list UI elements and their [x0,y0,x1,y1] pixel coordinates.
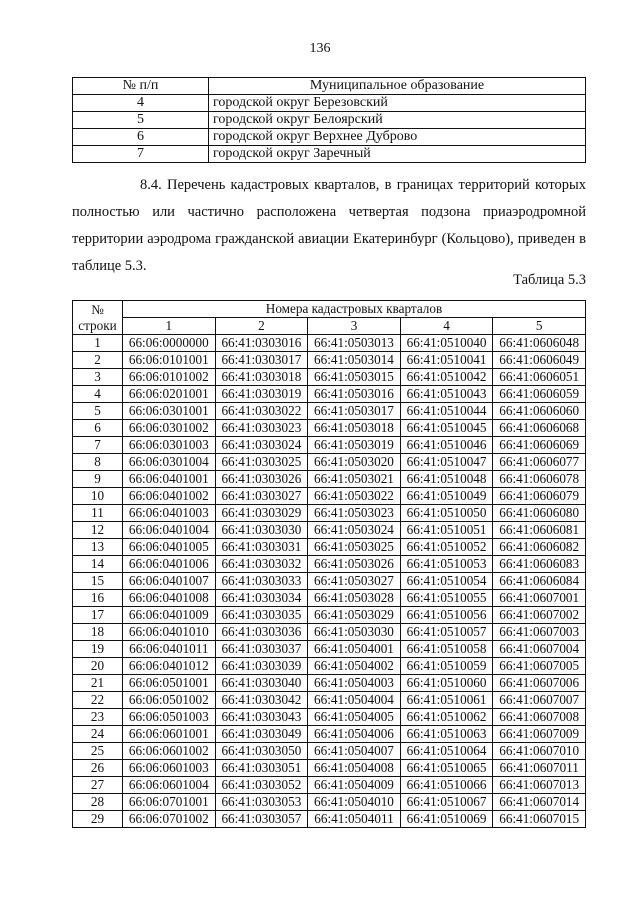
row-number-header-line1: № [91,301,104,317]
cadastral-number-cell: 66:41:0510067 [400,794,493,811]
cadastral-number-cell: 66:41:0504006 [308,726,401,743]
table-row [73,403,586,420]
cadastral-number-cell: 66:41:0510057 [400,624,493,641]
cadastral-number-cell: 66:06:0101001 [123,352,216,369]
cadastral-number-cell: 66:41:0510045 [400,420,493,437]
cadastral-number-cell: 66:41:0503020 [308,454,401,471]
cadastral-number-cell: 66:41:0607011 [493,760,586,777]
row-number-cell: 5 [73,112,209,129]
row-number-cell: 25 [73,743,123,760]
cadastral-number-cell: 66:06:0501001 [123,675,216,692]
cadastral-number-cell: 66:41:0510042 [400,369,493,386]
cadastral-number-cell: 66:41:0606082 [493,539,586,556]
row-number-cell: 6 [73,420,123,437]
cadastral-number-cell: 66:41:0303057 [215,811,308,828]
cadastral-number-cell: 66:41:0303039 [215,658,308,675]
cadastral-table [72,300,586,828]
cadastral-number-cell: 66:06:0000000 [123,335,216,352]
cadastral-number-cell: 66:41:0510048 [400,471,493,488]
row-number-cell: 7 [73,146,209,163]
column-number: 4 [400,318,493,335]
cadastral-number-cell: 66:06:0401009 [123,607,216,624]
column-number: 3 [308,318,401,335]
row-number-cell: 11 [73,505,123,522]
cadastral-number-cell: 66:06:0301004 [123,454,216,471]
cadastral-number-cell: 66:41:0606079 [493,488,586,505]
cadastral-number-cell: 66:41:0510044 [400,403,493,420]
cadastral-number-cell: 66:41:0607003 [493,624,586,641]
table-row [73,573,586,590]
cadastral-number-cell: 66:41:0504010 [308,794,401,811]
cadastral-number-cell: 66:41:0510062 [400,709,493,726]
row-number-cell: 7 [73,437,123,454]
cadastral-number-cell: 66:41:0503027 [308,573,401,590]
cadastral-number-cell: 66:41:0510056 [400,607,493,624]
table-row [73,112,586,129]
table-row [73,146,586,163]
cadastral-number-cell: 66:06:0401003 [123,505,216,522]
cadastral-number-cell: 66:06:0401004 [123,522,216,539]
cadastral-number-cell: 66:41:0303033 [215,573,308,590]
cadastral-number-cell: 66:41:0503029 [308,607,401,624]
table-row [73,760,586,777]
table-row [73,675,586,692]
row-number-cell: 9 [73,471,123,488]
cadastral-number-cell: 66:41:0303026 [215,471,308,488]
table-row [73,590,586,607]
cadastral-number-cell: 66:41:0510064 [400,743,493,760]
cadastral-number-cell: 66:41:0303037 [215,641,308,658]
cadastral-number-cell: 66:41:0510053 [400,556,493,573]
cadastral-number-cell: 66:41:0504003 [308,675,401,692]
cadastral-number-cell: 66:41:0303042 [215,692,308,709]
cadastral-number-cell: 66:41:0303031 [215,539,308,556]
table-row [73,420,586,437]
cadastral-number-cell: 66:41:0503026 [308,556,401,573]
cadastral-number-cell: 66:41:0510050 [400,505,493,522]
table-caption: Таблица 5.3 [513,272,586,288]
table-row [73,369,586,386]
cadastral-number-cell: 66:41:0510063 [400,726,493,743]
cadastral-number-cell: 66:41:0504004 [308,692,401,709]
table-row [73,794,586,811]
cadastral-number-cell: 66:41:0503015 [308,369,401,386]
cadastral-number-cell: 66:41:0510054 [400,573,493,590]
cadastral-number-cell: 66:41:0510041 [400,352,493,369]
cadastral-number-cell: 66:41:0303050 [215,743,308,760]
cadastral-number-cell: 66:41:0504011 [308,811,401,828]
row-number-cell: 16 [73,590,123,607]
row-number-cell: 17 [73,607,123,624]
cadastral-number-cell: 66:06:0601002 [123,743,216,760]
cadastral-number-cell: 66:41:0303016 [215,335,308,352]
table-row [73,488,586,505]
row-number-cell: 19 [73,641,123,658]
cadastral-number-cell: 66:41:0606077 [493,454,586,471]
row-number-cell: 26 [73,760,123,777]
row-number-cell: 12 [73,522,123,539]
row-number-header [73,301,123,335]
column-number: 5 [493,318,586,335]
cadastral-number-cell: 66:41:0607010 [493,743,586,760]
cadastral-number-cell: 66:41:0303040 [215,675,308,692]
cadastral-number-cell: 66:41:0606068 [493,420,586,437]
table-row [73,692,586,709]
table-row [73,437,586,454]
row-number-cell: 10 [73,488,123,505]
table-row [73,709,586,726]
cadastral-number-cell: 66:06:0401002 [123,488,216,505]
cadastral-number-cell: 66:41:0303025 [215,454,308,471]
cadastral-number-cell: 66:41:0607015 [493,811,586,828]
cadastral-number-cell: 66:41:0510046 [400,437,493,454]
cadastral-number-cell: 66:41:0303052 [215,777,308,794]
cadastral-header-row-2 [73,318,586,335]
table-row [73,471,586,488]
cadastral-number-cell: 66:41:0510061 [400,692,493,709]
table-row [73,539,586,556]
cadastral-number-cell: 66:41:0303053 [215,794,308,811]
table-row [73,777,586,794]
cadastral-number-cell: 66:41:0606084 [493,573,586,590]
cadastral-number-cell: 66:41:0504008 [308,760,401,777]
table-row [73,386,586,403]
cadastral-number-cell: 66:41:0303032 [215,556,308,573]
cadastral-number-cell: 66:41:0303022 [215,403,308,420]
cadastral-number-cell: 66:41:0303029 [215,505,308,522]
municipality-cell: городской округ Заречный [209,146,586,163]
cadastral-number-cell: 66:41:0607008 [493,709,586,726]
row-number-cell: 20 [73,658,123,675]
cadastral-number-cell: 66:06:0601001 [123,726,216,743]
cadastral-number-cell: 66:41:0607007 [493,692,586,709]
cadastral-number-cell: 66:41:0510052 [400,539,493,556]
row-number-cell: 8 [73,454,123,471]
cadastral-number-cell: 66:41:0303051 [215,760,308,777]
cadastral-number-cell: 66:06:0101002 [123,369,216,386]
row-number-cell: 4 [73,95,209,112]
cadastral-number-cell: 66:41:0510059 [400,658,493,675]
cadastral-number-cell: 66:41:0607006 [493,675,586,692]
cadastral-number-cell: 66:41:0303027 [215,488,308,505]
cadastral-number-cell: 66:41:0510058 [400,641,493,658]
table-row [73,352,586,369]
municipality-cell: городской округ Березовский [209,95,586,112]
cadastral-number-cell: 66:41:0503023 [308,505,401,522]
row-number-cell: 14 [73,556,123,573]
row-number-cell: 3 [73,369,123,386]
cadastral-number-cell: 66:06:0401011 [123,641,216,658]
cadastral-number-cell: 66:41:0606081 [493,522,586,539]
cadastral-number-cell: 66:06:0301001 [123,403,216,420]
cadastral-number-cell: 66:41:0503017 [308,403,401,420]
cadastral-number-cell: 66:41:0303043 [215,709,308,726]
table-row [73,607,586,624]
row-number-cell: 22 [73,692,123,709]
cadastral-number-cell: 66:06:0701001 [123,794,216,811]
cadastral-number-cell: 66:41:0503016 [308,386,401,403]
row-number-cell: 6 [73,129,209,146]
row-number-cell: 4 [73,386,123,403]
cadastral-number-cell: 66:06:0401001 [123,471,216,488]
cadastral-number-cell: 66:41:0303017 [215,352,308,369]
cadastral-number-cell: 66:41:0606080 [493,505,586,522]
row-number-cell: 5 [73,403,123,420]
cadastral-number-cell: 66:41:0510060 [400,675,493,692]
table-row [73,522,586,539]
row-number-header-line2: строки [78,318,117,333]
cadastral-number-cell: 66:41:0303035 [215,607,308,624]
cadastral-number-cell: 66:41:0510047 [400,454,493,471]
row-number-cell: 28 [73,794,123,811]
row-number-cell: 29 [73,811,123,828]
cadastral-number-cell: 66:41:0504009 [308,777,401,794]
cadastral-number-cell: 66:41:0503014 [308,352,401,369]
cadastral-number-cell: 66:41:0503018 [308,420,401,437]
cadastral-number-cell: 66:06:0301003 [123,437,216,454]
cadastral-number-cell: 66:41:0607014 [493,794,586,811]
row-number-cell: 27 [73,777,123,794]
table-row [73,811,586,828]
cadastral-number-cell: 66:41:0510051 [400,522,493,539]
cadastral-number-cell: 66:41:0607005 [493,658,586,675]
table-row [73,505,586,522]
table-row [73,743,586,760]
cadastral-number-cell: 66:06:0301002 [123,420,216,437]
cadastral-number-cell: 66:41:0504001 [308,641,401,658]
cadastral-number-cell: 66:41:0606078 [493,471,586,488]
table-row [73,624,586,641]
table-row [73,335,586,352]
cadastral-number-cell: 66:41:0607004 [493,641,586,658]
cadastral-number-cell: 66:06:0401010 [123,624,216,641]
cadastral-number-cell: 66:06:0201001 [123,386,216,403]
table-row [73,658,586,675]
cadastral-number-cell: 66:41:0510040 [400,335,493,352]
cadastral-number-cell: 66:41:0503022 [308,488,401,505]
municipal-table-header [73,78,586,95]
cadastral-number-cell: 66:41:0510055 [400,590,493,607]
cadastral-number-cell: 66:06:0501003 [123,709,216,726]
cadastral-number-cell: 66:41:0606048 [493,335,586,352]
cadastral-number-cell: 66:41:0606051 [493,369,586,386]
table-row [73,129,586,146]
header-municipality: Муниципальное образование [209,78,586,95]
row-number-cell: 21 [73,675,123,692]
cadastral-number-cell: 66:06:0401005 [123,539,216,556]
cadastral-number-cell: 66:41:0510069 [400,811,493,828]
row-number-cell: 2 [73,352,123,369]
cadastral-number-cell: 66:41:0303023 [215,420,308,437]
section-paragraph: 8.4. Перечень кадастровых кварталов, в границах территорий которых полностью или частично расположена четвертая подзона приаэродромной территории аэродрома гражданской авиации Екатеринбург (Кольцово), приведен в таблице 5.3. [72,177,586,274]
cadastral-number-cell: 66:41:0303036 [215,624,308,641]
cadastral-number-cell: 66:06:0401007 [123,573,216,590]
cadastral-number-cell: 66:41:0503019 [308,437,401,454]
municipal-table [72,77,586,163]
cadastral-number-cell: 66:41:0503030 [308,624,401,641]
municipality-cell: городской округ Верхнее Дуброво [209,129,586,146]
row-number-cell: 1 [73,335,123,352]
cadastral-number-cell: 66:06:0601003 [123,760,216,777]
cadastral-number-cell: 66:41:0504005 [308,709,401,726]
cadastral-number-cell: 66:06:0501002 [123,692,216,709]
cadastral-number-cell: 66:06:0401008 [123,590,216,607]
cadastral-number-cell: 66:41:0303019 [215,386,308,403]
cadastral-number-cell: 66:41:0510065 [400,760,493,777]
cadastral-number-cell: 66:06:0601004 [123,777,216,794]
cadastral-number-cell: 66:41:0607013 [493,777,586,794]
cadastral-number-cell: 66:41:0607002 [493,607,586,624]
cadastral-number-cell: 66:41:0606069 [493,437,586,454]
row-number-cell: 18 [73,624,123,641]
cadastral-number-cell: 66:41:0607001 [493,590,586,607]
cadastral-number-cell: 66:41:0503025 [308,539,401,556]
table-row [73,726,586,743]
cadastral-number-cell: 66:41:0303049 [215,726,308,743]
row-number-cell: 13 [73,539,123,556]
cadastral-number-cell: 66:41:0606049 [493,352,586,369]
header-row-number: № п/п [73,78,209,95]
cadastral-header-row-1 [73,301,586,318]
cadastral-number-cell: 66:06:0701002 [123,811,216,828]
cadastral-number-cell: 66:41:0303030 [215,522,308,539]
cadastral-number-cell: 66:41:0303024 [215,437,308,454]
table-row [73,556,586,573]
cadastral-number-cell: 66:41:0510043 [400,386,493,403]
cadastral-number-cell: 66:41:0606059 [493,386,586,403]
cadastral-number-cell: 66:41:0503028 [308,590,401,607]
cadastral-number-cell: 66:41:0607009 [493,726,586,743]
cadastral-number-cell: 66:41:0606083 [493,556,586,573]
cadastral-number-cell: 66:41:0503024 [308,522,401,539]
cadastral-number-cell: 66:41:0510049 [400,488,493,505]
cadastral-number-cell: 66:06:0401012 [123,658,216,675]
cadastral-number-cell: 66:41:0303018 [215,369,308,386]
municipality-cell: городской округ Белоярский [209,112,586,129]
cadastral-number-cell: 66:41:0510066 [400,777,493,794]
cadastral-number-cell: 66:41:0503013 [308,335,401,352]
column-number: 2 [215,318,308,335]
cadastral-number-cell: 66:41:0606060 [493,403,586,420]
cadastral-group-header: Номера кадастровых кварталов [123,301,586,318]
row-number-cell: 23 [73,709,123,726]
page-number: 136 [309,41,331,56]
table-row [73,641,586,658]
cadastral-number-cell: 66:06:0401006 [123,556,216,573]
cadastral-number-cell: 66:41:0503021 [308,471,401,488]
cadastral-number-cell: 66:41:0504007 [308,743,401,760]
table-row [73,454,586,471]
cadastral-number-cell: 66:41:0303034 [215,590,308,607]
row-number-cell: 24 [73,726,123,743]
row-number-cell: 15 [73,573,123,590]
cadastral-number-cell: 66:41:0504002 [308,658,401,675]
table-row [73,95,586,112]
column-number: 1 [123,318,216,335]
